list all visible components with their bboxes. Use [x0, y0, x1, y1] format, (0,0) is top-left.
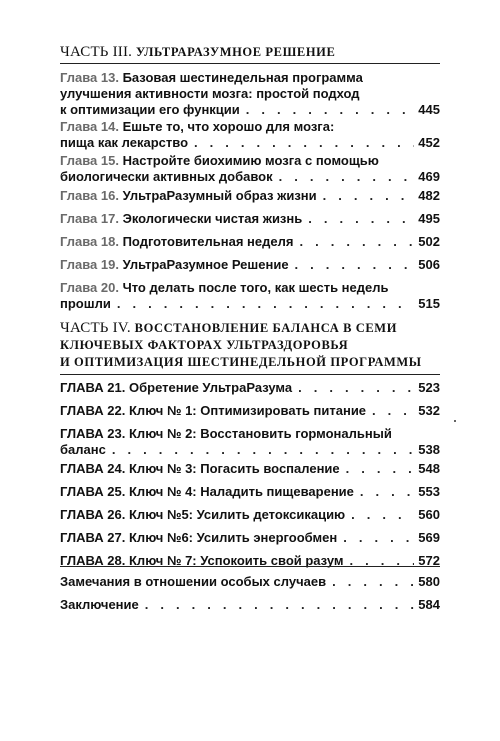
entry-last-line [60, 442, 440, 458]
page-number: 560 [418, 507, 440, 522]
part-3-divider [60, 63, 440, 64]
toc-entry [60, 70, 440, 118]
chapter-title-text: Подготовительная неделя [122, 234, 294, 249]
dot-leader [332, 574, 414, 590]
toc-entry [60, 234, 440, 250]
page-number: 495 [418, 211, 440, 226]
dot-leader [295, 257, 415, 273]
entry-last-line [60, 257, 440, 273]
back-matter-divider [60, 566, 440, 567]
dot-leader [360, 484, 414, 500]
chapter-title-text: баланс [60, 442, 106, 457]
page-number: 515 [418, 296, 440, 311]
page-number: 532 [418, 403, 440, 418]
entry-last-line [60, 211, 440, 227]
chapter-title-line: Ешьте то, что хорошо для мозга: [122, 119, 335, 134]
page-number: 569 [418, 530, 440, 545]
page-number: 502 [418, 234, 440, 249]
chapter-title-text: Экологически чистая жизнь [122, 211, 303, 226]
entry-last-line [60, 135, 440, 151]
chapter-label: ГЛАВА 27. [60, 530, 126, 545]
entry-last-line [60, 403, 440, 419]
toc-entry [60, 574, 440, 590]
chapter-label: ГЛАВА 21. [60, 380, 126, 395]
chapter-title-line [60, 380, 292, 396]
chapter-title-line [60, 484, 354, 500]
part-3-heading [60, 44, 440, 61]
chapter-title-line: Что делать после того, как шесть недель [122, 280, 389, 295]
page-number: 584 [418, 597, 440, 612]
entry-last-line [60, 530, 440, 546]
entry-first-line [60, 153, 440, 169]
toc-entry [60, 280, 440, 312]
dot-leader [351, 507, 414, 523]
print-speck [454, 420, 456, 422]
chapter-title-text: Ключ №6: Усилить энергообмен [129, 530, 338, 545]
chapter-label: Глава 13. [60, 70, 119, 85]
chapter-title-text: пища как лекарство [60, 135, 189, 150]
chapter-label: Глава 18. [60, 234, 119, 249]
entry-last-line [60, 380, 440, 396]
chapter-title-line [60, 169, 273, 185]
part-4-title-line-1: ВОССТАНОВЛЕНИЕ БАЛАНСА В СЕМИ [134, 321, 398, 335]
toc-entry [60, 119, 440, 151]
toc-entry [60, 211, 440, 227]
chapter-label: ГЛАВА 28. [60, 553, 126, 568]
page-number: 538 [418, 442, 440, 457]
dot-leader [279, 169, 415, 185]
chapter-title-line [60, 461, 340, 477]
part-4-title-line-3: И ОПТИМИЗАЦИЯ ШЕСТИНЕДЕЛЬНОЙ ПРОГРАММЫ [60, 355, 422, 369]
page-number: 506 [418, 257, 440, 272]
dot-leader [145, 597, 415, 613]
part-4-number: ЧАСТЬ IV. [60, 320, 131, 336]
dot-leader [299, 234, 414, 250]
toc-entry [60, 484, 440, 500]
chapter-title-line [60, 442, 106, 458]
part-4-divider [60, 374, 440, 375]
chapter-title-line [60, 507, 345, 523]
entry-last-line [60, 188, 440, 204]
chapter-title-text: Ключ № 7: Успокоить свой разум [129, 553, 344, 568]
entry-last-line [60, 484, 440, 500]
toc-entry [60, 597, 440, 613]
chapter-title-line: Базовая шестинедельная программа [122, 70, 363, 85]
page-number: 469 [418, 169, 440, 184]
chapter-title-line [60, 234, 293, 250]
entry-last-line [60, 296, 440, 312]
part-4-heading [60, 320, 440, 371]
chapter-title-text: УльтраРазумное Решение [122, 257, 289, 272]
toc-entry [60, 380, 440, 396]
chapter-title-line [60, 530, 337, 546]
chapter-label: ГЛАВА 26. [60, 507, 126, 522]
chapter-label: Глава 15. [60, 153, 119, 168]
toc-entry [60, 530, 440, 546]
chapter-title-line [60, 211, 302, 227]
chapter-title-text: Ключ № 1: Оптимизировать питание [129, 403, 367, 418]
page-number: 553 [418, 484, 440, 499]
toc-entry [60, 507, 440, 523]
toc-entry [60, 403, 440, 419]
dot-leader [372, 403, 414, 419]
toc-entry [60, 188, 440, 204]
toc-entry [60, 461, 440, 477]
chapter-title-text: Ключ № 3: Погасить воспаление [129, 461, 340, 476]
dot-leader [112, 442, 414, 458]
page-number: 548 [418, 461, 440, 476]
chapter-title-line: улучшения активности мозга: простой подход [60, 86, 360, 101]
chapter-title-line: Ключ № 2: Восстановить гормональный [129, 426, 392, 441]
page-number: 572 [418, 553, 440, 568]
chapter-label: Глава 20. [60, 280, 119, 295]
chapter-title-text: Обретение УльтраРазума [129, 380, 293, 395]
entry-last-line [60, 234, 440, 250]
chapter-title-text: Ключ №5: Усилить детоксикацию [129, 507, 346, 522]
toc-entry [60, 426, 440, 458]
page-number: 580 [418, 574, 440, 589]
page-number: 523 [418, 380, 440, 395]
dot-leader [343, 530, 414, 546]
dot-leader [298, 380, 414, 396]
chapter-label: ГЛАВА 24. [60, 461, 126, 476]
entry-last-line [60, 102, 440, 118]
chapter-title-line: Настройте биохимию мозга с помощью [122, 153, 379, 168]
chapter-title-line [60, 296, 111, 312]
chapter-label: Глава 17. [60, 211, 119, 226]
page-number: 482 [418, 188, 440, 203]
chapter-title-line [60, 574, 326, 590]
chapter-label: ГЛАВА 25. [60, 484, 126, 499]
chapter-title-text: Замечания в отношении особых случаев [60, 574, 327, 589]
entry-last-line [60, 574, 440, 590]
chapter-title-text: к оптимизации его функции [60, 102, 240, 117]
dot-leader [323, 188, 415, 204]
dot-leader [117, 296, 414, 312]
dot-leader [308, 211, 414, 227]
page-number: 445 [418, 102, 440, 117]
entry-last-line [60, 597, 440, 613]
page-number: 452 [418, 135, 440, 150]
chapter-title-line [60, 188, 317, 204]
chapter-label: ГЛАВА 22. [60, 403, 126, 418]
chapter-label: Глава 14. [60, 119, 119, 134]
chapter-label: ГЛАВА 23. [60, 426, 126, 441]
chapter-title-text: биологически активных добавок [60, 169, 273, 184]
chapter-title-text: Заключение [60, 597, 139, 612]
part-3-title: УЛЬТРАРАЗУМНОЕ РЕШЕНИЕ [135, 45, 336, 59]
chapter-title-text: УльтраРазумный образ жизни [122, 188, 317, 203]
part-3-number: ЧАСТЬ III. [60, 44, 133, 60]
entry-first-line [60, 119, 440, 135]
entry-last-line [60, 461, 440, 477]
chapter-title-line [60, 102, 240, 118]
chapter-label: Глава 19. [60, 257, 119, 272]
chapter-title-text: Ключ № 4: Наладить пищеварение [129, 484, 354, 499]
toc-entry [60, 257, 440, 273]
dot-leader [246, 102, 415, 118]
entry-first-line [60, 280, 440, 296]
dot-leader [194, 135, 414, 151]
dot-leader [346, 461, 415, 477]
chapter-title-line [60, 135, 188, 151]
toc-entry [60, 153, 440, 185]
entry-first-line [60, 70, 440, 86]
part-4-title-line-2: КЛЮЧЕВЫХ ФАКТОРАХ УЛЬТРАЗДОРОВЬЯ [60, 338, 349, 352]
chapter-title-line [60, 257, 289, 273]
chapter-title-text: прошли [60, 296, 111, 311]
entry-last-line [60, 169, 440, 185]
chapter-title-line [60, 597, 139, 613]
entry-last-line [60, 507, 440, 523]
entry-first-line [60, 426, 440, 442]
chapter-title-line [60, 403, 366, 419]
chapter-label: Глава 16. [60, 188, 119, 203]
